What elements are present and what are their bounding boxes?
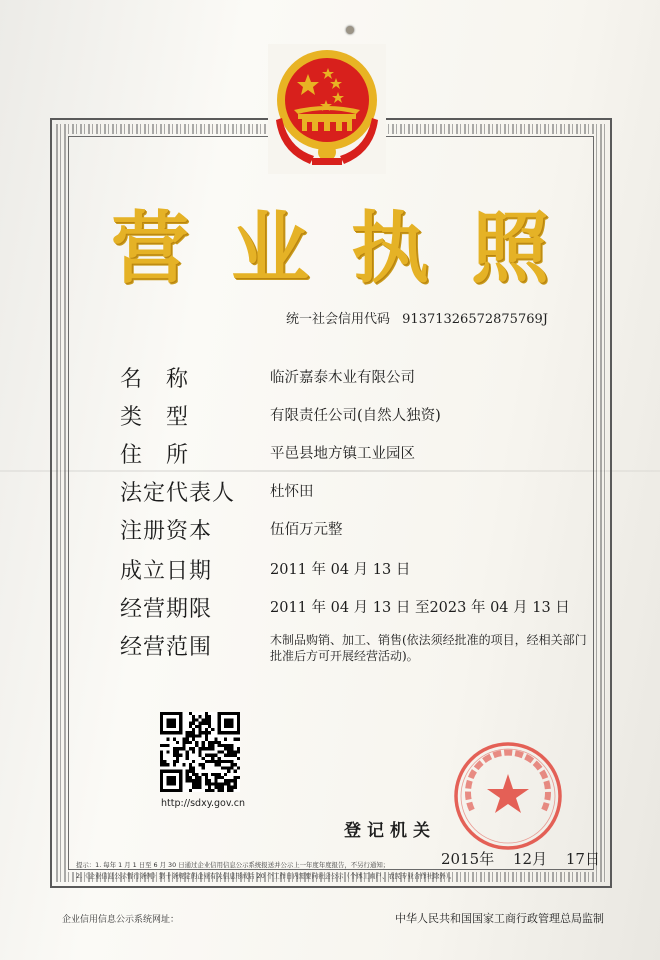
field-label: 名 称 [120,367,190,392]
field-label: 类 型 [120,405,190,430]
credit-code-label: 统一社会信用代码 [286,312,391,327]
registration-authority: 登记机关 [344,821,436,841]
credit-code-value: 91371326572875769J [402,312,548,327]
field-value: 临沂嘉泰木业有限公司 [270,370,415,386]
field-value: 2011 年 04 月 13 日 [270,562,411,578]
national-emblem-icon [274,48,380,170]
title-char: 营 [110,203,189,294]
field-label: 经营范围 [120,635,213,660]
date-year-char: 年 [479,850,495,868]
field-value: 平邑县地方镇工业园区 [270,446,415,462]
notes [76,860,516,882]
date-month-char: 月 [532,850,548,868]
field-value: 2011 年 04 月 13 日 至2023 年 04 月 13 日 [270,600,570,616]
date-year: 2015 [441,850,480,868]
title-char: 执 [350,203,429,294]
date-day: 17 [565,850,585,868]
field-value: 伍佰万元整 [270,522,343,538]
footer-system-url-label: 企业信用信息公示系统网址： [62,915,180,925]
field-label: 注册资本 [120,519,213,544]
emblem-background [268,44,386,174]
qr-code-icon [160,712,240,792]
note-line: 2.《企业信息公示暂行条例》第十条规定的企业有关信息形成后 20 个工作日内需要向社会公示（个体工商户、农民专业合作社除外）。 [76,872,456,880]
title-char: 业 [230,203,309,294]
pin-hole [346,26,354,34]
note-line: 提示：1. 每年 1 月 1 日至 6 月 30 日通过企业信用信息公示系统报送并公示上一年度年度报告，不另行通知； [76,861,390,869]
field-value: 杜怀田 [270,484,314,500]
field-label: 法定代表人 [120,481,236,506]
date-month: 12 [512,850,533,868]
footer-issuer: 中华人民共和国国家工商行政管理总局监制 [395,912,604,925]
document-title [0,186,660,294]
field-value: 木制品购销、加工、销售(依法须经批准的项目，经相关部门批准后方可开展经营活动)。 [270,633,587,663]
date-day-char: 日 [584,850,600,868]
qr-code[interactable] [160,712,240,792]
official-seal-icon [452,740,564,852]
credit-code [286,308,548,327]
field-label: 成立日期 [120,559,213,584]
field-label: 经营期限 [120,597,213,622]
qr-url[interactable]: http://sdxy.gov.cn [161,798,245,809]
title-char: 照 [470,203,549,294]
field-value: 有限责任公司(自然人独资) [270,408,441,424]
field-label: 住 所 [120,443,190,468]
